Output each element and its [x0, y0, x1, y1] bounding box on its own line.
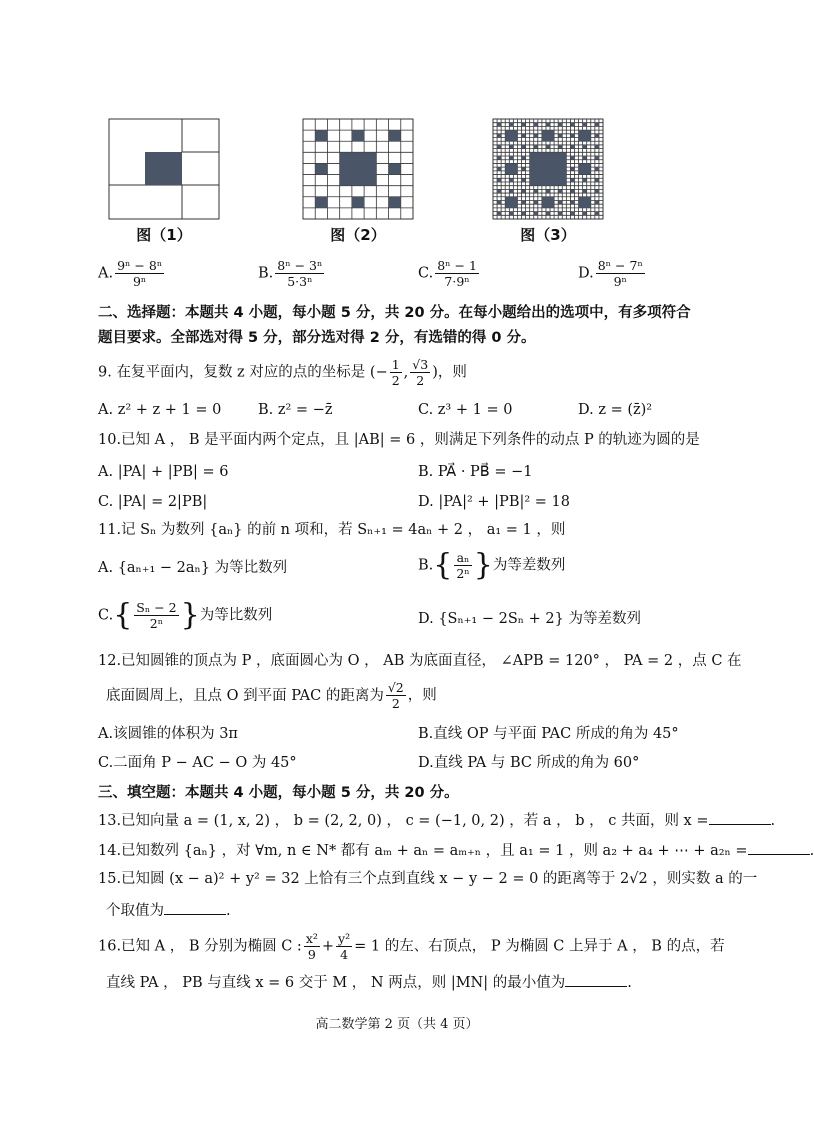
- q10-option-b: B. PA⃗ · PB⃗ = −1: [418, 464, 533, 480]
- filled-square: [534, 145, 538, 149]
- filled-square: [570, 156, 574, 160]
- q8-option-b: B. $\frac{\text{8ⁿ − 3ⁿ}}{\text{5·3ⁿ}}$: [258, 258, 323, 289]
- filled-square: [509, 145, 513, 149]
- q16-answer-blank[interactable]: [565, 970, 627, 987]
- q10-option-d: D. |PA|² + |PB|² = 18: [418, 494, 570, 510]
- filled-square: [522, 156, 526, 160]
- filled-square: [505, 163, 517, 174]
- filled-square: [389, 130, 401, 141]
- filled-square: [497, 134, 501, 138]
- q12-option-b: B.直线 OP 与平面 PAC 所成的角为 45°: [418, 726, 679, 742]
- q10-option-a: A. |PA| + |PB| = 6: [98, 464, 229, 480]
- filled-square: [509, 123, 513, 127]
- section2-heading-line1: 二、选择题：本题共 4 小题，每小题 5 分，共 20 分。在每小题给出的选项中，有多项符合: [98, 305, 691, 321]
- q9-option-d: D. z = (z̄)²: [578, 402, 653, 418]
- q14-stem: 14.已知数列 {aₙ} ，对 ∀m, n ∈ N* 都有 aₘ + aₙ = aₘ₊ₙ ，且 a₁ = 1 ，则 a₂ + a₄ + ⋯ + a₂ₙ = .: [98, 838, 734, 861]
- q9-option-a: A. z² + z + 1 = 0: [98, 402, 222, 418]
- filled-square: [570, 134, 574, 138]
- filled-square: [534, 134, 538, 138]
- q10-stem: 10.已知 A ， B 是平面内两个定点，且 |AB| = 6 ，则满足下列条件的动点 P 的轨迹为圆的是: [98, 432, 700, 448]
- q16-stem-line2: 直线 PA ， PB 与直线 x = 6 交于 M ， N 两点，则 |MN| 的最小值为 .: [98, 970, 734, 993]
- filled-square: [583, 145, 587, 149]
- q12-stem-line2: 底面圆周上，且点 O 到平面 PAC 的距离为 $\frac{√2}{2}$ ，则: [106, 680, 437, 711]
- filled-square: [497, 212, 501, 216]
- figure-3: [492, 118, 604, 245]
- figure-1: [108, 118, 220, 245]
- q12-option-d: D.直线 PA 与 BC 所成的角为 60°: [418, 755, 640, 771]
- filled-square: [558, 123, 562, 127]
- filled-square: [570, 167, 574, 171]
- q11-option-c: C.{ $\frac{\text{Sₙ − 2}}{\text{2ⁿ}}$ }为等比数列: [98, 597, 273, 633]
- filled-square: [315, 130, 327, 141]
- q12-stem-line1: 12.已知圆锥的顶点为 P ，底面圆心为 O ， AB 为底面直径， ∠APB = 120° ， PA = 2 ，点 C 在: [98, 653, 742, 669]
- filled-square: [534, 123, 538, 127]
- filled-square: [497, 156, 501, 160]
- filled-square: [595, 145, 599, 149]
- filled-square: [595, 200, 599, 204]
- filled-square: [570, 178, 574, 182]
- filled-square: [315, 197, 327, 208]
- q8-option-c: C. $\frac{\text{8ⁿ − 1}}{\text{7·9ⁿ}}$: [418, 258, 477, 289]
- filled-square: [509, 212, 513, 216]
- filled-square: [570, 189, 574, 193]
- filled-square: [352, 197, 364, 208]
- q15-answer-blank[interactable]: [164, 898, 226, 915]
- filled-square: [583, 212, 587, 216]
- filled-square: [497, 167, 501, 171]
- q13-stem: 13.已知向量 a = (1, x, 2) ， b = (2, 2, 0) ， c = (−1, 0, 2) ，若 a ， b ， c 共面，则 x = .: [98, 808, 734, 831]
- section2-heading-line2: 题目要求。全部选对得 5 分，部分选对得 2 分，有选错的得 0 分。: [98, 330, 536, 346]
- filled-square: [505, 130, 517, 141]
- filled-square: [546, 123, 550, 127]
- q8-option-d: D. $\frac{\text{8ⁿ − 7ⁿ}}{\text{9ⁿ}}$: [578, 258, 643, 289]
- q12-option-c: C.二面角 P − AC − O 为 45°: [98, 755, 297, 771]
- q11-option-b: B.{ $\frac{\text{aₙ}}{\text{2ⁿ}}$ }为等差数列: [418, 547, 566, 583]
- filled-square: [579, 197, 591, 208]
- q11-option-d: D. {Sₙ₊₁ − 2Sₙ + 2} 为等差数列: [418, 611, 641, 627]
- figure-3-caption: 图（3）: [520, 226, 576, 244]
- filled-square: [579, 163, 591, 174]
- filled-square: [340, 152, 377, 185]
- filled-square: [497, 178, 501, 182]
- figure-2-diagram: [302, 118, 414, 220]
- filled-square: [534, 200, 538, 204]
- filled-square: [522, 178, 526, 182]
- filled-square: [509, 178, 513, 182]
- q11-option-a: A. {aₙ₊₁ − 2aₙ} 为等比数列: [98, 560, 288, 576]
- filled-square: [497, 145, 501, 149]
- q11-stem: 11.记 Sₙ 为数列 {aₙ} 的前 n 项和，若 Sₙ₊₁ = 4aₙ + 2 ， a₁ = 1 ，则: [98, 522, 566, 538]
- filled-square: [522, 123, 526, 127]
- filled-square: [583, 178, 587, 182]
- section3-heading: 三、填空题：本题共 4 小题，每小题 5 分，共 20 分。: [98, 785, 459, 801]
- filled-square: [389, 197, 401, 208]
- filled-square: [542, 130, 554, 141]
- filled-square: [570, 200, 574, 204]
- filled-square: [352, 130, 364, 141]
- filled-square: [595, 178, 599, 182]
- q9-option-c: C. z³ + 1 = 0: [418, 402, 513, 418]
- filled-square: [558, 145, 562, 149]
- filled-square: [558, 134, 562, 138]
- filled-square: [534, 189, 538, 193]
- filled-square: [583, 123, 587, 127]
- q8-option-a: A. $\frac{\text{9ⁿ − 8ⁿ}}{\text{9ⁿ}}$: [98, 258, 163, 289]
- filled-square: [595, 123, 599, 127]
- filled-square: [546, 212, 550, 216]
- filled-square: [522, 167, 526, 171]
- filled-square: [522, 145, 526, 149]
- filled-square: [522, 212, 526, 216]
- filled-square: [558, 212, 562, 216]
- filled-square: [570, 145, 574, 149]
- figure-1-caption: 图（1）: [136, 226, 192, 244]
- filled-square: [595, 167, 599, 171]
- filled-square: [583, 189, 587, 193]
- filled-square: [389, 163, 401, 174]
- figure-2-caption: 图（2）: [330, 226, 386, 244]
- filled-square: [595, 156, 599, 160]
- filled-square: [509, 189, 513, 193]
- figure-1-diagram: [108, 118, 220, 220]
- q14-answer-blank[interactable]: [748, 838, 810, 855]
- filled-square: [583, 156, 587, 160]
- filled-square: [595, 134, 599, 138]
- q13-answer-blank[interactable]: [709, 808, 771, 825]
- filled-square: [546, 145, 550, 149]
- filled-square: [579, 130, 591, 141]
- q16-stem-line1: 16.已知 A ， B 分别为椭圆 C : $\frac{\text{x²}}{9}$ + $\frac{\text{y²}}{4}$ = 1 的左、右顶点， P 为椭圆 C 上异于 A ， B 的点，若: [98, 931, 725, 962]
- filled-square: [595, 189, 599, 193]
- filled-square: [530, 152, 567, 185]
- filled-square: [570, 123, 574, 127]
- q15-stem-line1: 15.已知圆 (x − a)² + y² = 32 上恰有三个点到直线 x − y − 2 = 0 的距离等于 2√2 ，则实数 a 的一: [98, 871, 758, 887]
- filled-square: [497, 189, 501, 193]
- figure-2: [302, 118, 414, 245]
- filled-square: [522, 134, 526, 138]
- page-footer: 高二数学第 2 页（共 4 页）: [315, 1017, 479, 1032]
- q12-option-a: A.该圆锥的体积为 3π: [98, 726, 238, 742]
- q9-stem: 9. 在复平面内，复数 z 对应的点的坐标是 (− $\frac{1}{2}$ , $\frac{√3}{2}$ )，则: [98, 357, 467, 388]
- filled-square: [509, 156, 513, 160]
- q15-stem-line2: 个取值为 .: [98, 898, 734, 921]
- q9-option-b: B. z² = −z̄: [258, 402, 333, 418]
- filled-square: [595, 212, 599, 216]
- filled-square: [522, 200, 526, 204]
- filled-square: [497, 123, 501, 127]
- filled-square: [558, 189, 562, 193]
- filled-square: [315, 163, 327, 174]
- filled-square: [558, 200, 562, 204]
- filled-square: [505, 197, 517, 208]
- figure-3-diagram: [492, 118, 604, 220]
- filled-square: [497, 200, 501, 204]
- q10-option-c: C. |PA| = 2|PB|: [98, 494, 208, 510]
- filled-square: [542, 197, 554, 208]
- figure-row: [108, 118, 628, 244]
- filled-square: [522, 189, 526, 193]
- filled-square: [546, 189, 550, 193]
- filled-square: [570, 212, 574, 216]
- filled-square: [534, 212, 538, 216]
